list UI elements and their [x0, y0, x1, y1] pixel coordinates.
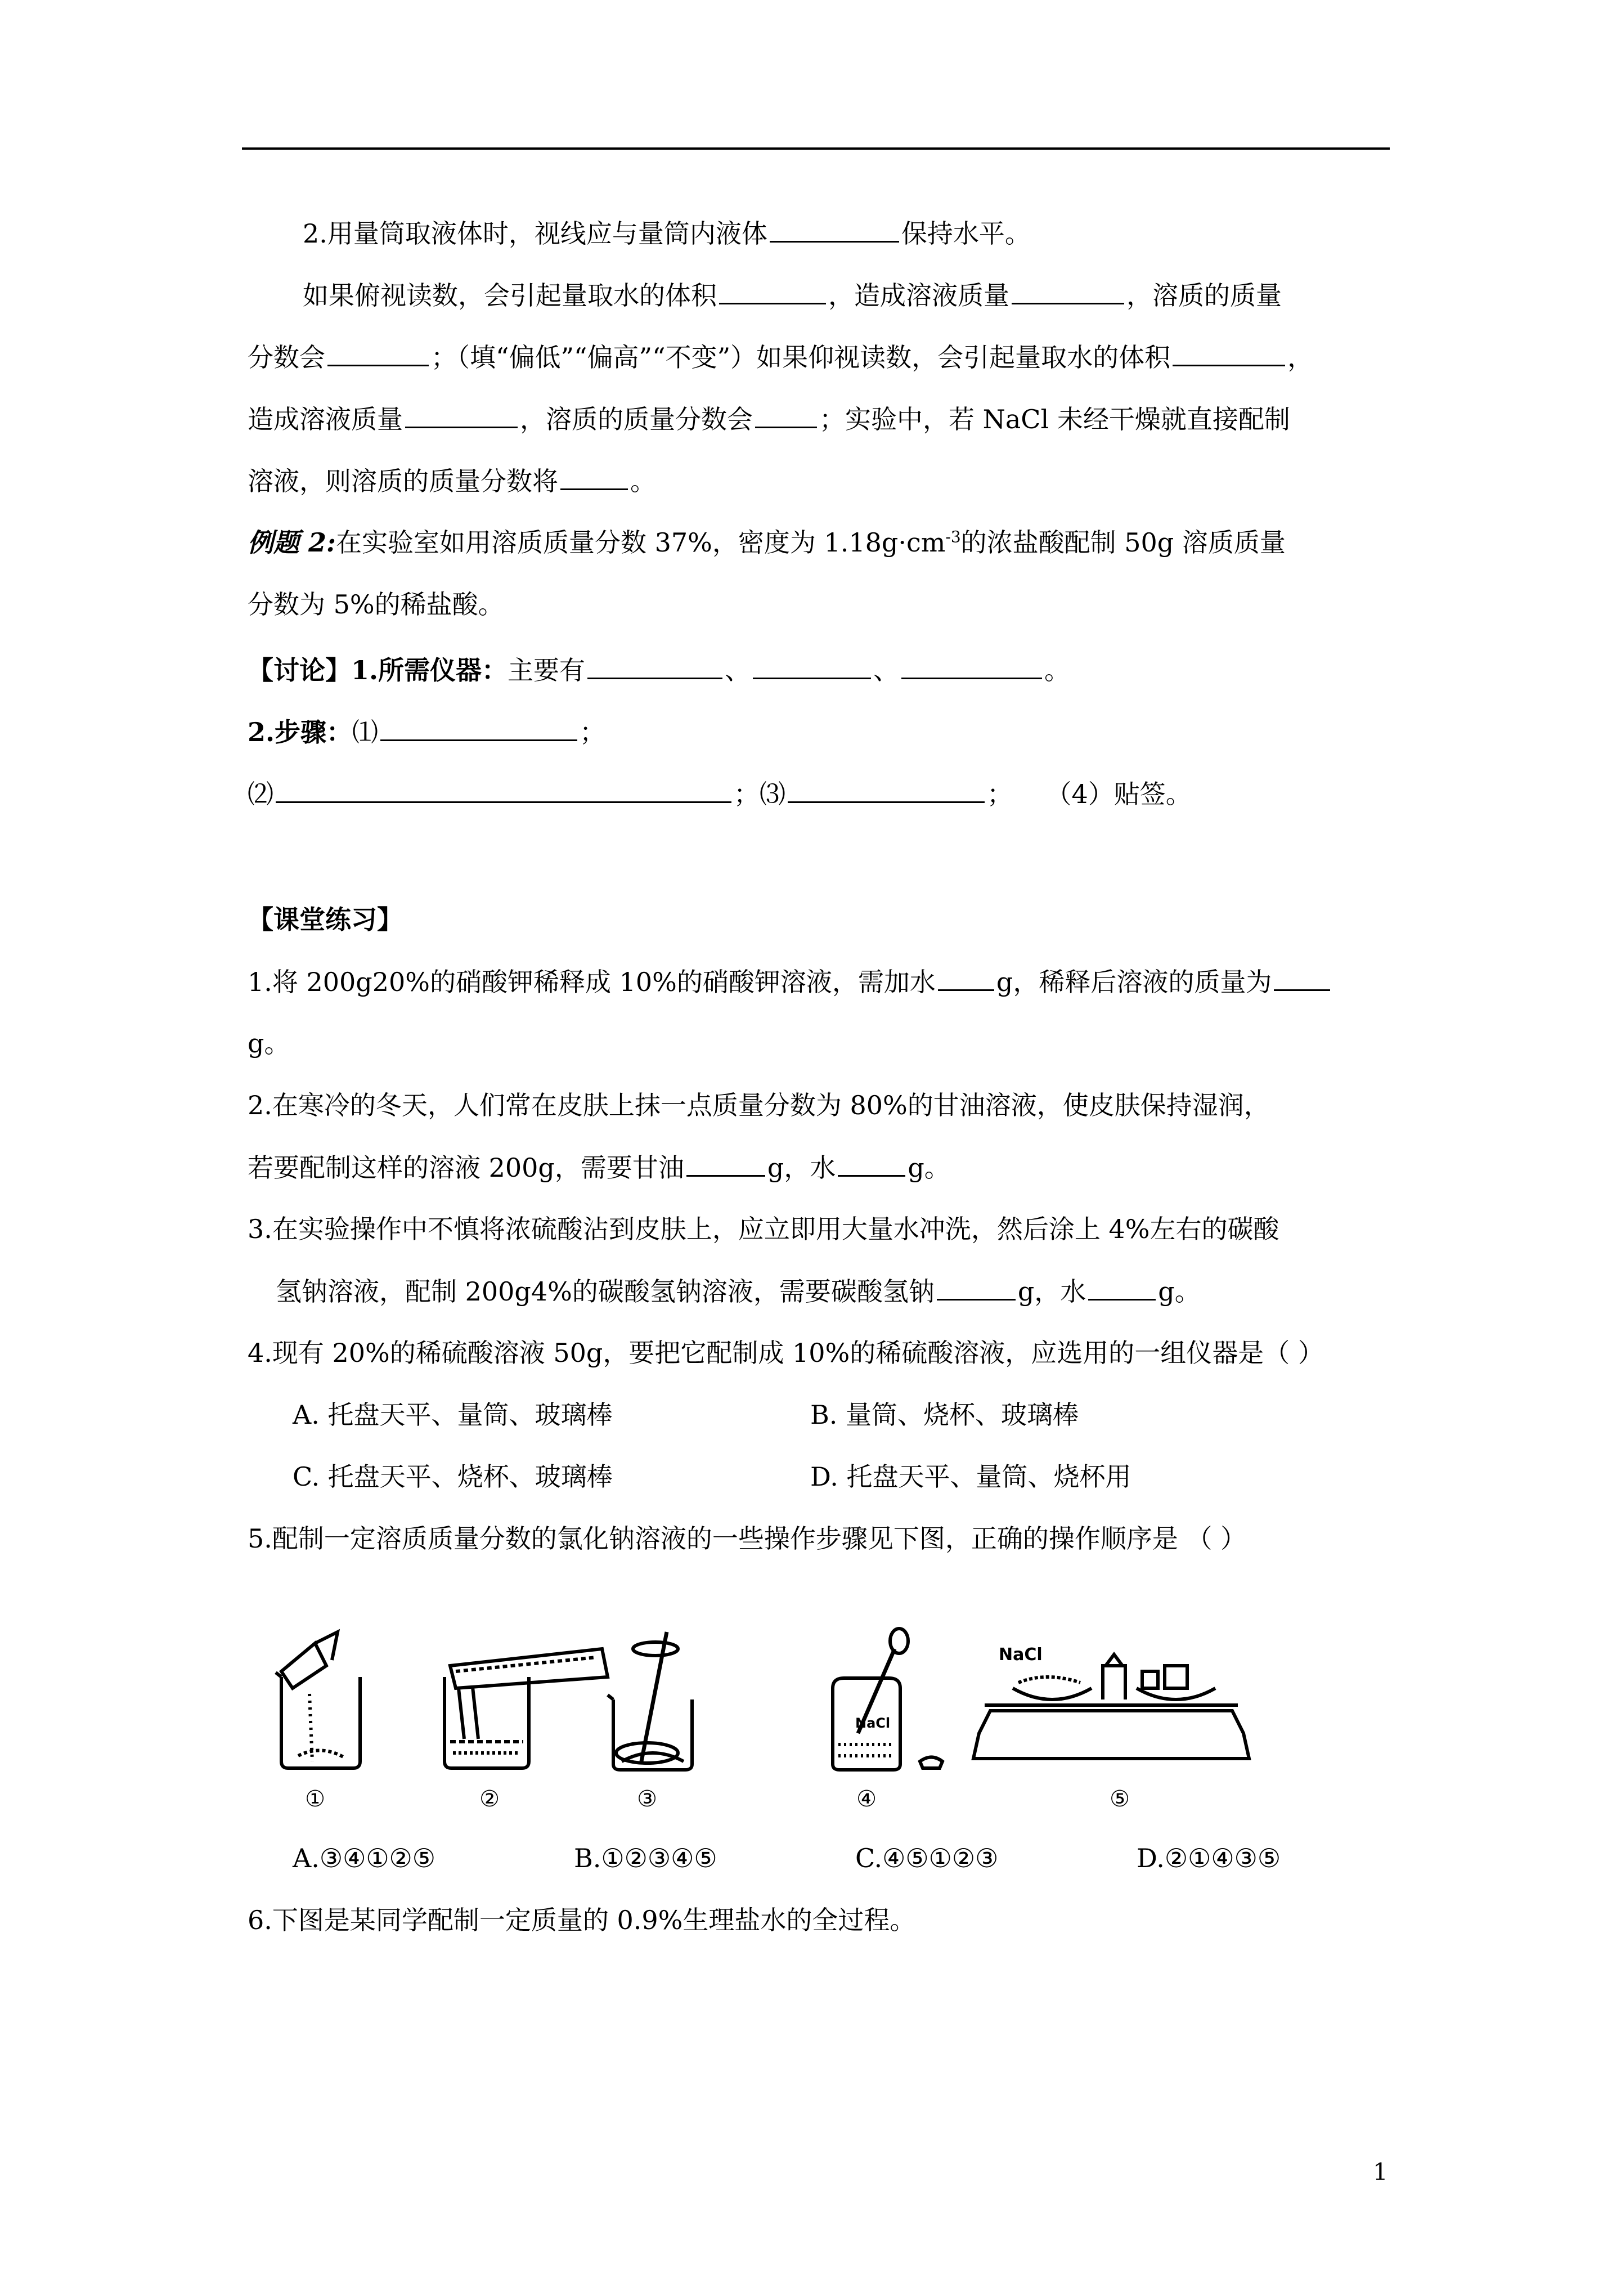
q2-text: 溶液，则溶质的质量分数将 — [248, 466, 558, 496]
q2-text: 分数会 — [248, 342, 325, 373]
step-number: ⑵ — [248, 779, 273, 809]
blank — [901, 652, 1042, 679]
example2-line1 — [248, 524, 1286, 560]
practice-5-options — [293, 1840, 1281, 1876]
question-text: g，水 — [767, 1153, 836, 1183]
step2-pour-liquid-icon — [444, 1649, 608, 1768]
blank — [838, 1149, 905, 1177]
practice-6 — [248, 1902, 915, 1938]
step2-label: ② — [479, 1786, 500, 1812]
practice-5 — [248, 1521, 1246, 1557]
example-text: 的浓盐酸配制 50g 溶质质量 — [960, 527, 1286, 558]
q2-text: ；（填“偏低”“偏高”“不变”）如果仰视读数，会引起量取水的体积 — [431, 342, 1171, 373]
step-number: ⑴ — [352, 717, 379, 747]
step3-stir-icon — [608, 1632, 692, 1770]
step4-label: ④ — [856, 1786, 877, 1812]
q2-text: ，溶质的质量 — [1126, 280, 1282, 311]
blank-liquid — [770, 215, 899, 243]
step4-reagent-bottle-icon — [833, 1629, 942, 1770]
blank — [1274, 963, 1330, 991]
example2-line2 — [248, 586, 504, 622]
heading-text: 【课堂练习】 — [248, 904, 403, 935]
practice-3-line2 — [276, 1273, 1201, 1310]
question-text: g，稀释后溶液的质量为 — [996, 967, 1272, 997]
step-number: ⑶ — [760, 779, 785, 809]
question-text: 2.在寒冷的冬天，人们常在皮肤上抹一点质量分数为 80%的甘油溶液，使皮肤保持湿润， — [248, 1090, 1270, 1120]
question-text: g。 — [1158, 1276, 1201, 1307]
question-text: 3.在实验操作中不慎将浓硫酸沾到皮肤上，应立即用大量水冲洗，然后涂上 4%左右的碳酸 — [248, 1214, 1279, 1244]
step1-label: ① — [305, 1786, 325, 1812]
blank — [276, 775, 731, 803]
question-text: g，水 — [1017, 1276, 1086, 1307]
example-text: 在实验室如用溶质质量分数 37%，密度为 1.18g·cm — [336, 527, 946, 558]
blank — [1088, 1273, 1156, 1301]
q2-text: ，溶质的质量分数会 — [520, 404, 753, 434]
q2-text: ， — [1287, 342, 1314, 373]
nacl-balance-label: NaCl — [999, 1645, 1043, 1665]
nacl-bottle-label: NaCl — [855, 1715, 891, 1731]
procedure-figure — [259, 1626, 1373, 1818]
practice-3-line1 — [248, 1211, 1279, 1247]
blank — [788, 775, 985, 803]
q2-text: 。 — [630, 466, 656, 496]
question-text: 5.配制一定溶质质量分数的氯化钠溶液的一些操作步骤见下图，正确的操作顺序是 （ ） — [248, 1523, 1247, 1554]
practice-1-line2 — [248, 1025, 290, 1061]
q2-line1 — [303, 215, 1031, 252]
question-text: 若要配制这样的溶液 200g，需要甘油 — [248, 1153, 684, 1183]
q2-text: 造成溶液质量 — [248, 404, 403, 434]
separator: 、 — [725, 655, 751, 685]
blank — [755, 401, 817, 428]
practice-2-line2 — [248, 1149, 950, 1186]
punct: ； — [987, 779, 1013, 809]
discussion-line1 — [248, 652, 1070, 688]
blank — [753, 652, 871, 679]
blank — [405, 401, 518, 428]
option-d[interactable]: D. 托盘天平、量筒、烧杯用 — [810, 1461, 1131, 1492]
question-text: g。 — [248, 1028, 290, 1059]
q2-line3 — [248, 339, 1313, 375]
separator: 、 — [873, 655, 900, 685]
question-text: g。 — [908, 1153, 950, 1183]
q2-text: 保持水平。 — [901, 218, 1031, 249]
practice-2-line1 — [248, 1087, 1270, 1123]
blank — [327, 339, 429, 366]
practice-1-line1 — [248, 963, 1332, 1000]
blank — [1173, 339, 1285, 366]
example-text: 分数为 5%的稀盐酸。 — [248, 589, 504, 620]
option-a[interactable]: A. 托盘天平、量筒、玻璃棒 — [293, 1400, 613, 1430]
practice-4 — [248, 1335, 1324, 1371]
option-c[interactable]: C.④⑤①②③ — [855, 1843, 999, 1873]
question-text: 1.将 200g20%的硝酸钾稀释成 10%的硝酸钾溶液，需加水 — [248, 967, 936, 997]
q2-text: ；实验中，若 NaCl 未经干燥就直接配制 — [819, 404, 1290, 434]
option-b[interactable]: B.①②③④⑤ — [574, 1843, 717, 1873]
step5-balance-icon — [973, 1654, 1249, 1759]
blank — [1012, 277, 1124, 304]
q2-line4 — [248, 401, 1290, 437]
option-b[interactable]: B. 量筒、烧杯、玻璃棒 — [810, 1400, 1079, 1430]
header-rule — [242, 147, 1390, 150]
punct: ； — [734, 779, 760, 809]
question-text: 氢钠溶液，配制 200g4%的碳酸氢钠溶液，需要碳酸氢钠 — [276, 1276, 935, 1307]
step5-label: ⑤ — [1110, 1786, 1130, 1812]
option-a[interactable]: A.③④①②⑤ — [293, 1843, 436, 1873]
example-label: 例题 2: — [248, 527, 336, 558]
step-text: （4）贴签。 — [1045, 779, 1192, 809]
blank — [560, 463, 628, 490]
q2-line5 — [248, 463, 656, 499]
blank — [937, 1273, 1016, 1301]
q2-text: 如果俯视读数，会引起量取水的体积 — [303, 280, 717, 311]
q2-text: ，造成溶液质量 — [828, 280, 1009, 311]
discussion-line2 — [248, 714, 605, 750]
step1-pour-solid-icon — [276, 1632, 360, 1768]
practice-heading — [248, 902, 403, 938]
q2-line2 — [303, 277, 1282, 313]
blank — [380, 714, 577, 741]
q2-text: 2.用量筒取液体时，视线应与量筒内液体 — [303, 218, 767, 249]
option-c[interactable]: C. 托盘天平、烧杯、玻璃棒 — [293, 1461, 613, 1492]
option-d[interactable]: D.②①④③⑤ — [1137, 1843, 1281, 1873]
question-text: 6.下图是某同学配制一定质量的 0.9%生理盐水的全过程。 — [248, 1905, 916, 1935]
blank — [686, 1149, 765, 1177]
practice-4-options-row2 — [293, 1459, 1131, 1495]
period: 。 — [1044, 655, 1071, 685]
step3-label: ③ — [637, 1786, 657, 1812]
punct: ； — [580, 717, 606, 747]
discussion-line3 — [248, 775, 1192, 812]
blank — [719, 277, 826, 304]
discussion-label: 【讨论】1.所需仪器： — [248, 655, 508, 685]
practice-4-options-row1 — [293, 1397, 1079, 1433]
superscript: -3 — [945, 527, 961, 546]
blank — [938, 963, 994, 991]
steps-label: 2.步骤： — [248, 717, 353, 747]
discussion-text: 主要有 — [508, 655, 586, 685]
blank — [587, 652, 722, 679]
question-text: 4.现有 20%的稀硫酸溶液 50g，要把它配制成 10%的稀硫酸溶液，应选用的一组仪器是（ ） — [248, 1338, 1324, 1368]
page-number: 1 — [1373, 2158, 1388, 2186]
